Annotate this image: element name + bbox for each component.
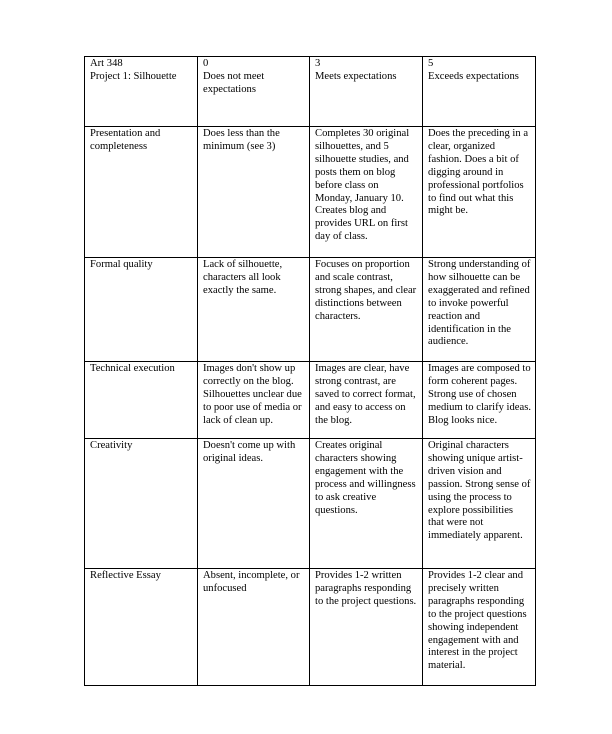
header-row [85, 57, 536, 127]
rubric-cell: Images don't show up correctly on the blog. Silhouettes unclear due to poor use of media or lack of clean up. [198, 362, 310, 439]
criterion-cell: Reflective Essay [85, 569, 198, 686]
table-row [85, 439, 536, 569]
table-row [85, 258, 536, 362]
rubric-cell: Creates original characters showing engagement with the process and willingness to ask creative questions. [310, 439, 423, 569]
rubric-cell: Absent, incomplete, or unfocused [198, 569, 310, 686]
rubric-table [84, 56, 536, 686]
rubric-cell: Focuses on proportion and scale contrast, strong shapes, and clear distinctions between characters. [310, 258, 423, 362]
rubric-cell: Doesn't come up with original ideas. [198, 439, 310, 569]
rubric-cell: Images are clear, have strong contrast, are saved to correct format, and easy to access on the blog. [310, 362, 423, 439]
rubric-cell: Strong understanding of how silhouette can be exaggerated and refined to invoke powerful reaction and identification in the audience. [423, 258, 536, 362]
rubric-cell: Does less than the minimum (see 3) [198, 127, 310, 258]
rubric-cell: Does the preceding in a clear, organized fashion. Does a bit of digging around in professional portfolios to find out what this might be. [423, 127, 536, 258]
level-header-0 [198, 57, 310, 127]
course-cell [85, 57, 198, 127]
rubric-cell: Completes 30 original silhouettes, and 5 silhouette studies, and posts them on blog before class on Monday, January 10. Creates blog and provides URL on first day of class. [310, 127, 423, 258]
criterion-cell: Technical execution [85, 362, 198, 439]
level-score: 3 [315, 58, 321, 69]
course-label: Art 348 [90, 58, 123, 69]
criterion-cell: Creativity [85, 439, 198, 569]
criterion-cell: Formal quality [85, 258, 198, 362]
level-header-3 [310, 57, 423, 127]
project-label: Project 1: Silhouette [90, 70, 177, 82]
level-label: Does not meet expectations [203, 70, 265, 95]
level-label: Meets expectations [315, 70, 397, 82]
criterion-cell: Presentation and completeness [85, 127, 198, 258]
level-score: 0 [203, 58, 209, 69]
level-label: Exceeds expectations [428, 70, 519, 82]
level-score: 5 [428, 58, 434, 69]
rubric-cell: Provides 1-2 written paragraphs responding to the project questions. [310, 569, 423, 686]
table-row [85, 569, 536, 686]
table-row [85, 127, 536, 258]
table-row [85, 362, 536, 439]
level-header-5 [423, 57, 536, 127]
rubric-cell: Lack of silhouette, characters all look exactly the same. [198, 258, 310, 362]
rubric-cell: Provides 1-2 clear and precisely written paragraphs responding to the project questions showing independent engagement with and interest in the project material. [423, 569, 536, 686]
rubric-cell: Original characters showing unique artist-driven vision and passion. Strong sense of using the process to explore possibilities that were not immediately apparent. [423, 439, 536, 569]
rubric-cell: Images are composed to form coherent pages. Strong use of chosen medium to clarify ideas. Blog looks nice. [423, 362, 536, 439]
